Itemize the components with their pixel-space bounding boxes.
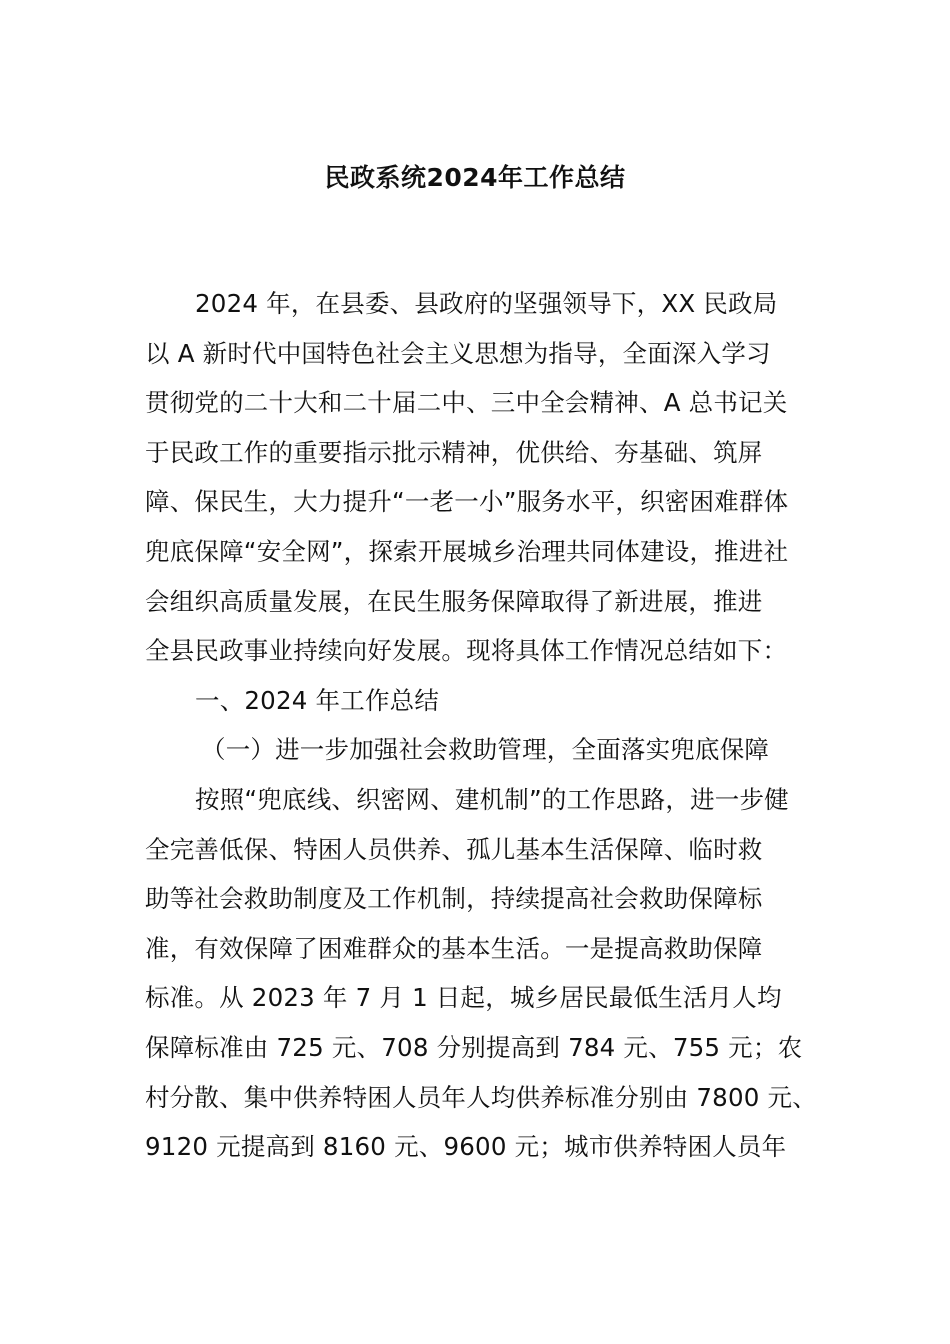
section-heading: 一、2024 年工作总结 [195,685,440,715]
paragraph-line: 标准。从 2023 年 7 月 1 日起，城乡居民最低生活月人均 [145,983,782,1013]
paragraph-line: 全县民政事业持续向好发展。现将具体工作情况总结如下： [145,636,788,666]
paragraph-line: 以 A 新时代中国特色社会主义思想为指导，全面深入学习 [145,338,771,368]
paragraph-line: 会组织高质量发展，在民生服务保障取得了新进展，推进 [145,586,763,616]
paragraph-line: 村分散、集中供养特困人员年人均供养标准分别由 7800 元、 [145,1082,817,1112]
paragraph-line: 助等社会救助制度及工作机制，持续提高社会救助保障标 [145,884,763,914]
paragraph-line: 障、保民生，大力提升“一老一小”服务水平，织密困难群体 [145,487,789,517]
paragraph-line: 贯彻党的二十大和二十届二中、三中全会精神、A 总书记关 [145,388,788,418]
paragraph-line: 兜底保障“安全网”，探索开展城乡治理共同体建设，推进社 [145,536,789,566]
document-body [145,279,815,1172]
paragraph-line: 于民政工作的重要指示批示精神，优供给、夯基础、筑屏 [145,437,763,467]
paragraph-line: 2024 年，在县委、县政府的坚强领导下，XX 民政局 [195,289,778,318]
subsection-heading: （一）进一步加强社会救助管理，全面落实兜底保障 [201,735,770,765]
paragraph-line: 全完善低保、特困人员供养、孤儿基本生活保障、临时救 [145,834,763,864]
paragraph-line: 保障标准由 725 元、708 分别提高到 784 元、755 元；农 [145,1032,803,1062]
paragraph-line: 按照“兜底线、织密网、建机制”的工作思路，进一步健 [195,784,789,814]
paragraph-line: 准，有效保障了困难群众的基本生活。一是提高救助保障 [145,933,763,963]
document-title: 民政系统2024年工作总结 [324,163,626,192]
paragraph-line: 9120 元提高到 8160 元、9600 元；城市供养特困人员年 [145,1132,787,1162]
